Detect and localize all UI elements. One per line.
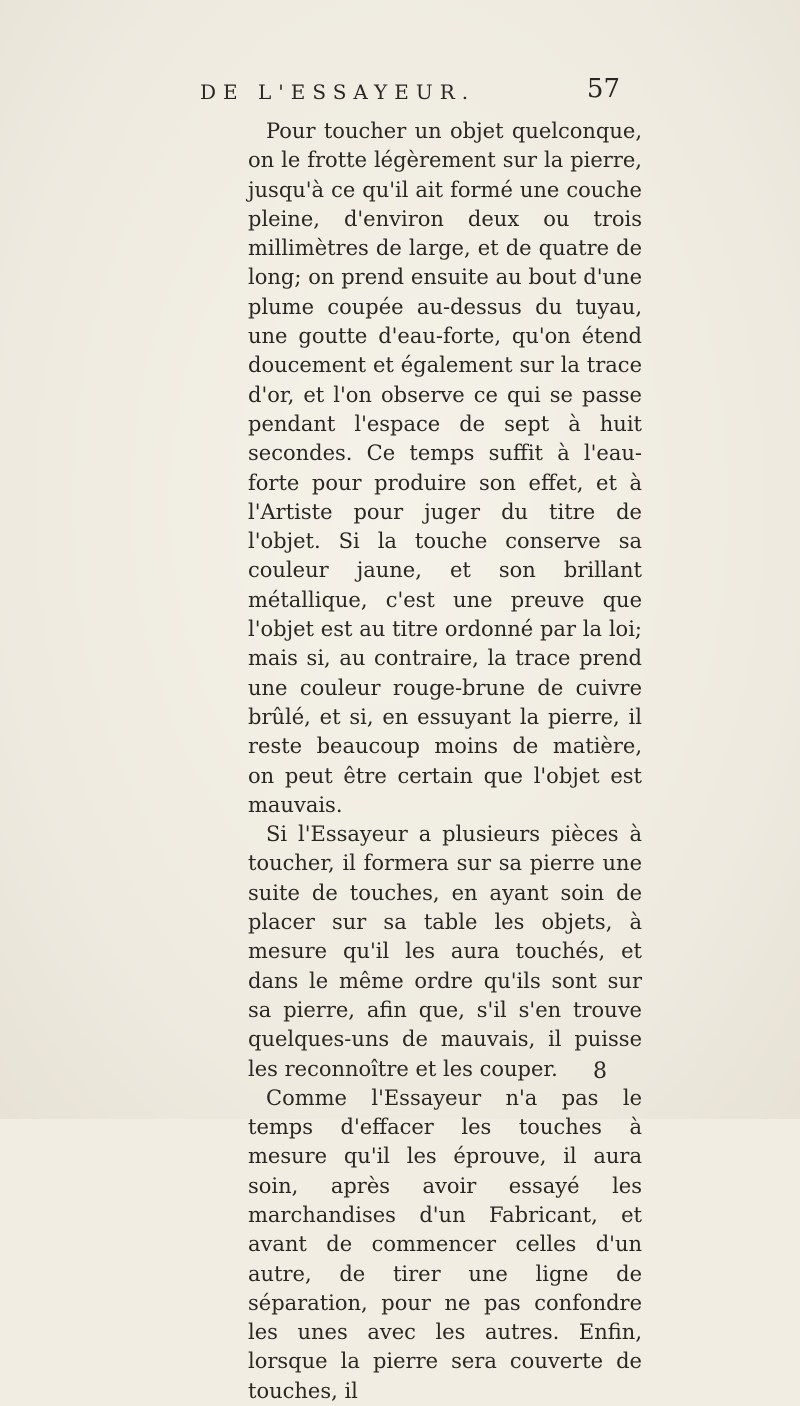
paragraph: Comme l'Essayeur n'a pas le temps d'effacer les touches à mesure qu'il les éprouve, il aura soin, après avoir essayé les marchandises d'un Fabricant, et avant de commencer celles d'un autre, de tirer une ligne de séparation, pour ne pas confondre les unes avec les autres. Enfin, lorsque la pierre sera couverte de touches, il <box>248 1085 642 1403</box>
signature-mark: 8 <box>593 1059 607 1084</box>
page-header <box>200 74 620 110</box>
paragraph: Si l'Essayeur a plusieurs pièces à toucher, il formera sur sa pierre une suite de touches, en ayant soin de placer sur sa table les objets, à mesure qu'il les aura touchés, et dans le même ordre qu'ils sont sur sa pierre, afin que, s'il s'en trouve quelques-uns de mauvais, il puisse les reconnoître et les couper. <box>248 822 642 1081</box>
paragraph: Pour toucher un objet quelconque, on le frotte légèrement sur la pierre, jusqu'à ce qu'il ait formé une couche pleine, d'environ deux ou trois millimètres de large, et de quatre de long; on prend ensuite au bout d'une plume coupée au-dessus du tuyau, une goutte d'eau-forte, qu'on étend doucement et également sur la trace d'or, et l'on observe ce qui se passe pendant l'espace de sept à huit secondes. Ce temps suffit à l'eau-forte pour produire son effet, et à l'Artiste pour juger du titre de l'objet. Si la touche conserve sa couleur jaune, et son brillant métallique, c'est une preuve que l'objet est au titre ordonné par la loi; mais si, au contraire, la trace prend une couleur rouge-brune de cuivre brûlé, et si, en essuyant la pierre, il reste beaucoup moins de matière, on peut être certain que l'objet est mauvais. <box>248 119 642 817</box>
page-number: 57 <box>586 74 620 104</box>
page-body <box>248 117 642 1406</box>
running-title: DE L'ESSAYEUR. <box>200 80 476 104</box>
